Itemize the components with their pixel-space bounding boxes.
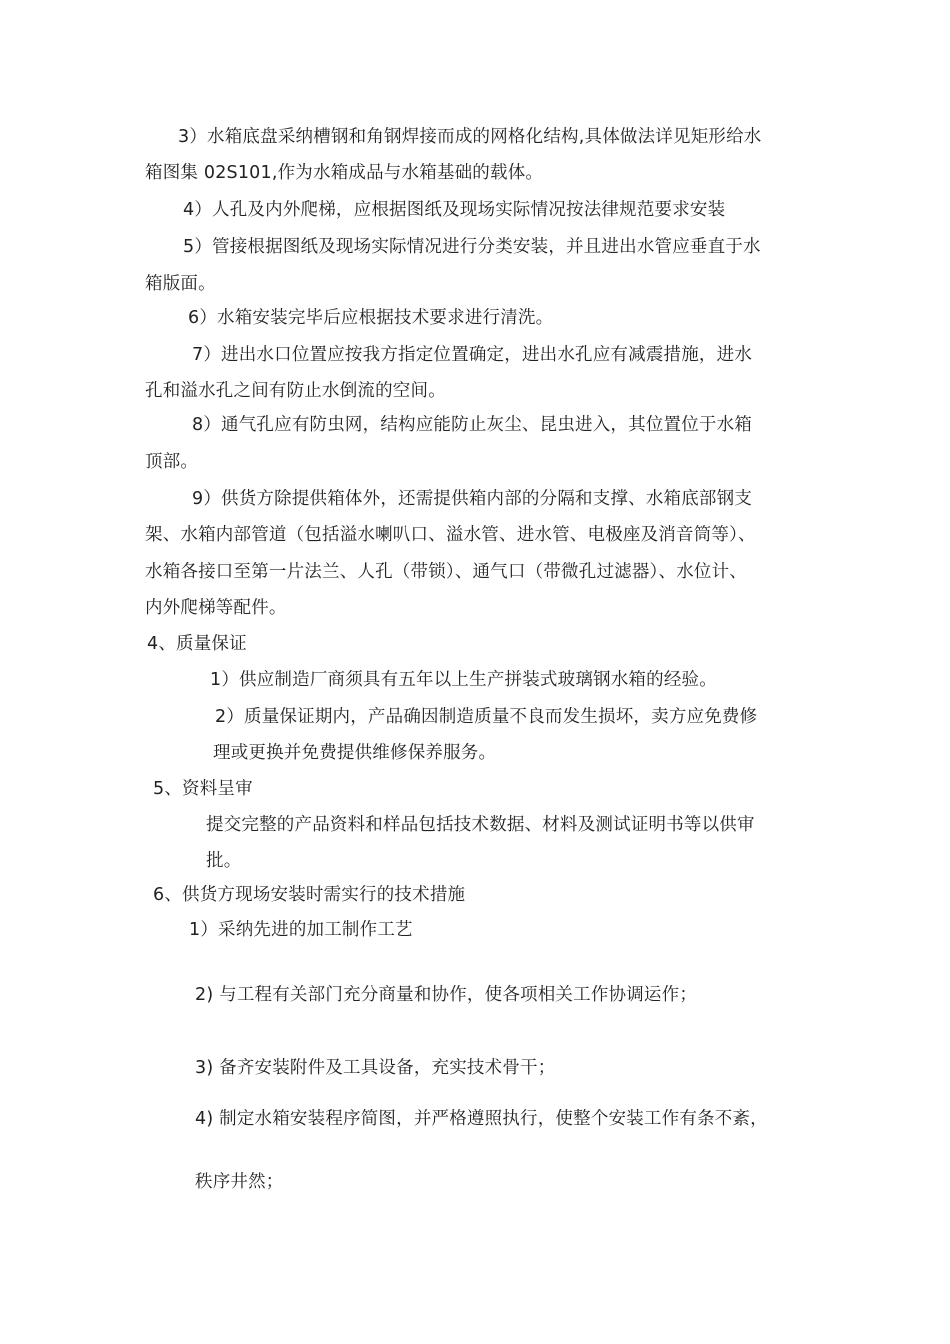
paragraph-line: 7）进出水口位置应按我方指定位置确定，进出水孔应有减震措施，进水: [192, 345, 753, 365]
paragraph-line: 孔和溢水孔之间有防止水倒流的空间。: [145, 381, 446, 401]
paragraph-line: 1）供应制造厂商须具有五年以上生产拼装式玻璃钢水箱的经验。: [210, 670, 717, 690]
paragraph-line: 理或更换并免费提供维修保养服务。: [213, 743, 497, 763]
section-heading: 5、资料呈审: [153, 779, 253, 799]
paragraph-line: 6）水箱安装完毕后应根据技术要求进行清洗。: [188, 308, 554, 328]
paragraph-line: 架、水箱内部管道（包括溢水喇叭口、溢水管、进水管、电极座及消音筒等）、: [145, 525, 756, 545]
paragraph-line: 8）通气孔应有防虫网，结构应能防止灰尘、昆虫进入，其位置位于水箱: [192, 415, 753, 435]
paragraph-line: 水箱各接口至第一片法兰、人孔（带锁）、通气口（带微孔过滤器）、水位计、: [145, 562, 747, 582]
section-heading: 6、供货方现场安装时需实行的技术措施: [153, 885, 466, 905]
paragraph-line: 2) 与工程有关部门充分商量和协作，使各项相关工作协调运作；: [195, 985, 698, 1005]
paragraph-line: 箱图集 02S101,作为水箱成品与水箱基础的载体。: [145, 163, 544, 183]
paragraph-line: 2）质量保证期内，产品确因制造质量不良而发生损坏，卖方应免费修: [215, 707, 758, 727]
paragraph-line: 批。: [206, 851, 242, 871]
paragraph-line: 秩序井然；: [195, 1172, 284, 1192]
paragraph-line: 4) 制定水箱安装程序简图，并严格遵照执行，使整个安装工作有条不紊，: [195, 1109, 768, 1129]
paragraph-line: 箱版面。: [145, 274, 216, 294]
paragraph-line: 4）人孔及内外爬梯，应根据图纸及现场实际情况按法律规范要求安装: [183, 200, 726, 220]
paragraph-line: 提交完整的产品资料和样品包括技术数据、材料及测试证明书等以供审: [206, 815, 755, 835]
paragraph-line: 9）供货方除提供箱体外，还需提供箱内部的分隔和支撑、水箱底部钢支: [192, 489, 753, 509]
paragraph-line: 顶部。: [145, 452, 199, 472]
paragraph-line: 1）采纳先进的加工制作工艺: [189, 920, 413, 940]
paragraph-line: 3）水箱底盘采纳槽钢和角钢焊接而成的网格化结构,具体做法详见矩形给水: [178, 127, 762, 147]
section-heading: 4、质量保证: [147, 634, 247, 654]
paragraph-line: 内外爬梯等配件。: [145, 598, 287, 618]
paragraph-line: 5）管接根据图纸及现场实际情况进行分类安装，并且进出水管应垂直于水: [183, 237, 761, 257]
paragraph-line: 3) 备齐安装附件及工具设备，充实技术骨干；: [195, 1058, 556, 1078]
